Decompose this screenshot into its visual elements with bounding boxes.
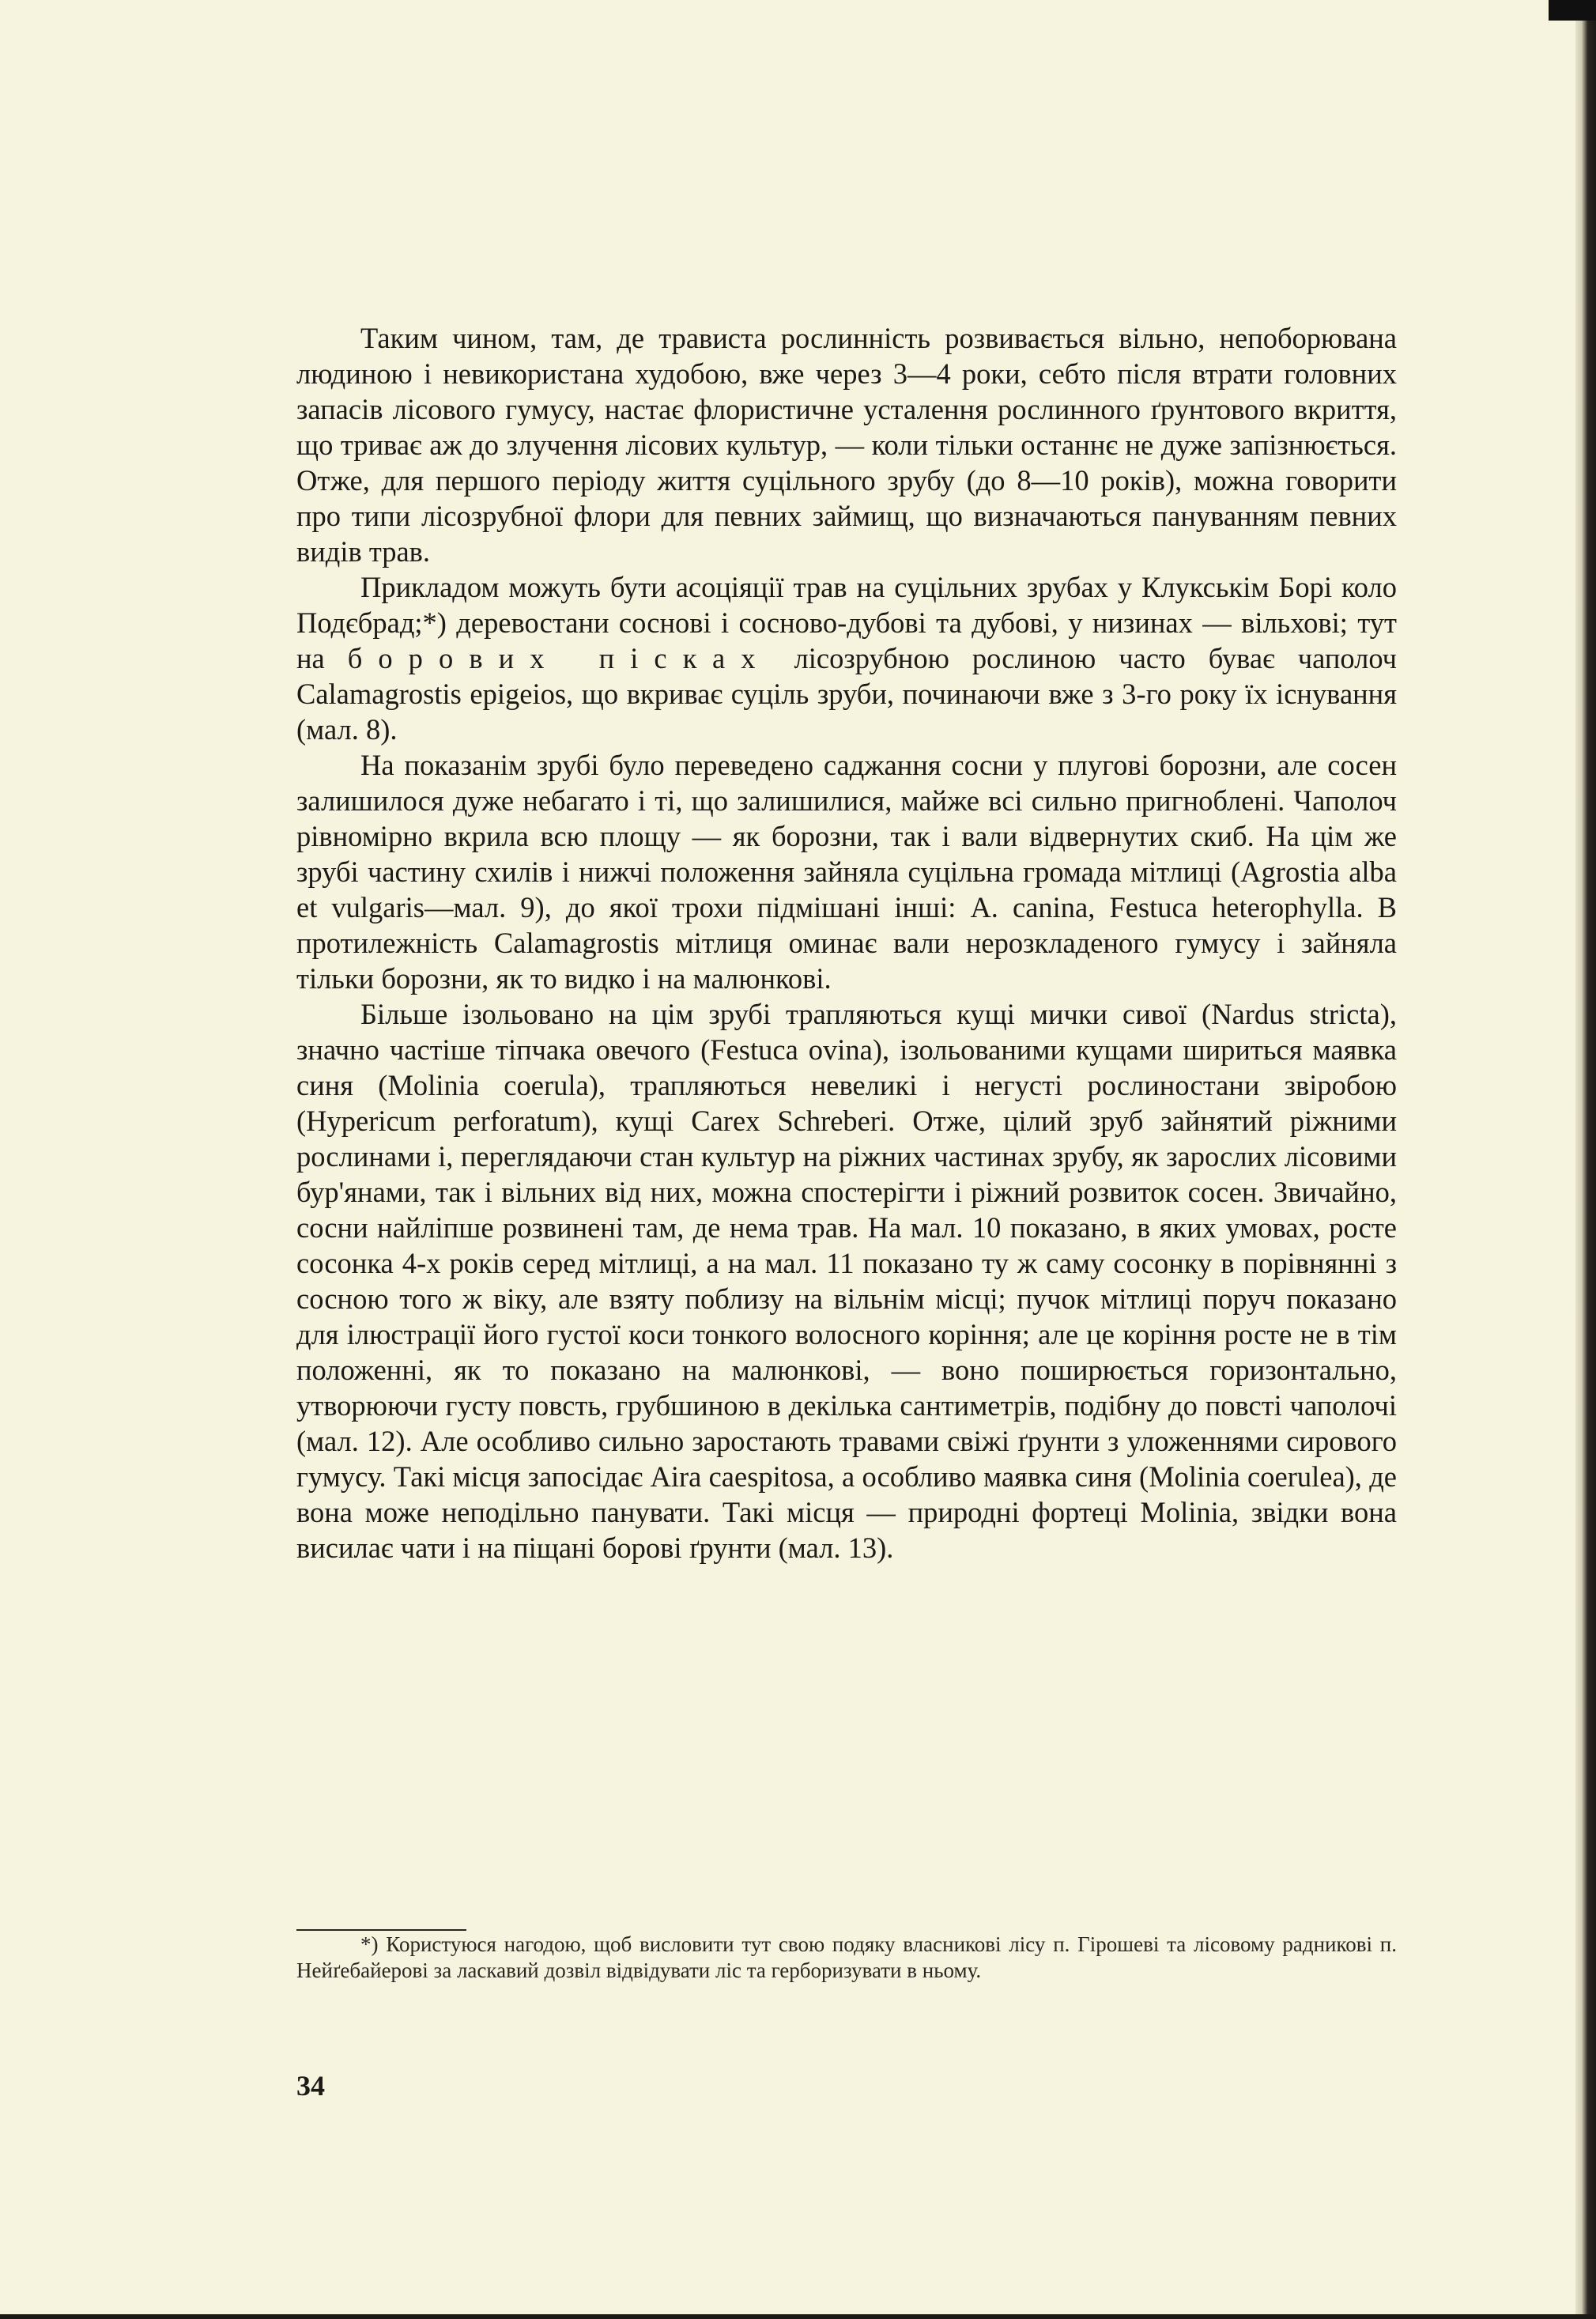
paragraph-4: Більше ізольовано на цім зрубі трапляються кущі мички сивої (Nardus stricta), значно частіше тіпчака овечого (Festuca ovina), ізольованими кущами шириться маявка синя (Molinia coerula), трапляються невеликі і негусті рослиностани звіробою (Hypericum perforatum), кущі Carex Schreberi. Отже, цілий зруб зайнятий ріжними рослинами і, переглядаючи стан культур на ріжних частинах зрубу, як зарослих лісовими бур'янами, так і вільних від них, можна спостерігти і ріжний розвиток сосен. Звичайно, сосни найліпше розвинені там, де нема трав. На мал. 10 показано, в яких умовах, росте сосонка 4-х років серед мітлиці, а на мал. 11 показано ту ж саму сосонку в порівнянні з сосною того ж віку, але взяту поблизу на вільнім місці; пучок мітлиці поруч показано для ілюстрації його густої коси тонкого волосного коріння; але це коріння росте не в тім положенні, як то показано на малюнкові, — воно поширюється горизонтально, утворюючи густу повсть, грубшиною в декілька сантиметрів, подібну до повсті чаполочі (мал. 12). Але особливо сильно заростають травами свіжі ґрунти з уложеннями сирового гумусу. Такі місця запосідає Aira caespitosa, а особливо маявка синя (Molinia coerulea), де вона може неподільно панувати. Такі місця — природні фортеці Molinia, звідки вона висилає чати і на піщані борові ґрунти (мал. 13). [296,998,1397,1564]
paragraph-2 [296,569,1397,747]
page-number: 34 [296,2070,325,2102]
footnote: *) Користуюся нагодою, щоб висловити тут свою подяку власникові лісу п. Гірошеві та лісовому радникові п. Нейґебайерові за ласкавий дозвіл відвідувати ліс та герборизувати в ньому. [296,1932,1397,1982]
scan-corner-mark [1549,0,1596,21]
paragraph-2-part-1: Прикладом можуть бути асоціяції трав на суцільних зрубах у Клукськім Борі коло Подєбрад;*) деревостани соснові і сосново-дубові та дубові, у низинах — вільхові; тут на [296,571,1397,674]
paragraph-2-spaced-emphasis: борових пісках [347,642,772,674]
page-bottom-edge [0,2314,1596,2319]
footnote-rule [296,1929,466,1931]
page-edge-shadow [1575,0,1596,2319]
paragraph-3: На показанім зрубі було переведено саджання сосни у плугові борозни, але сосен залишилося дуже небагато і ті, що залишилися, майже всі сильно пригноблені. Чаполоч рівномірно вкрила всю площу — як борозни, так і вали відвернутих скиб. На цім же зрубі частину схилів і нижчі положення зайняла суцільна громада мітлиці (Agrostia alba et vulgaris—мал. 9), до якої трохи підмішані інші: A. canina, Festuca heterophylla. В протилежність Calamagrostis мітлиця оминає вали нерозкладеного гумусу і зайняла тільки борозни, як то видко і на малюнкові. [296,749,1397,995]
body-text [296,320,1397,1566]
paragraph-2-part-2: лісозрубною рослиною часто буває чаполоч Calamagrostis epigeios, що вкриває суціль зруби, починаючи вже з 3-го року їх існування (мал. 8). [296,642,1397,746]
paragraph-1: Таким чином, там, де трависта рослинність розвивається вільно, непоборювана людиною і невикористана худобою, вже через 3—4 роки, себто після втрати головних запасів лісового гумусу, настає флористичне усталення рослинного ґрунтового вкриття, що триває аж до злучення лісових культур, — коли тільки останнє не дуже запізнюється. Отже, для першого періоду життя суцільного зрубу (до 8—10 років), можна говорити про типи лісозрубної флори для певних займищ, що визначаються пануванням певних видів трав. [296,322,1397,568]
